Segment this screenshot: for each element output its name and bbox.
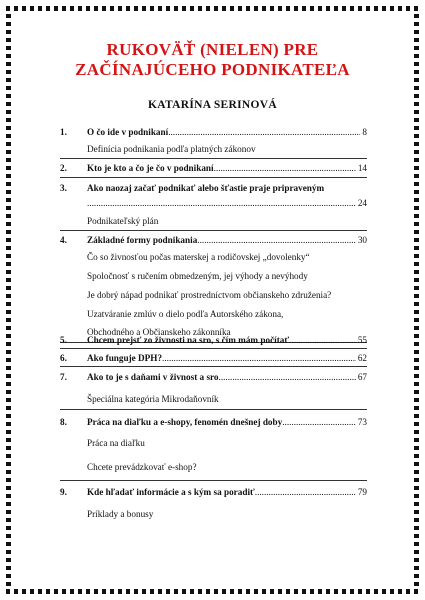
entry-page: 79 — [357, 487, 367, 497]
divider — [60, 177, 367, 178]
entry-page: 62 — [357, 353, 367, 363]
toc-entry-9-line — [87, 487, 367, 498]
entry-title: O čo ide v podnikaní — [87, 127, 169, 137]
entry-number: 1. — [60, 127, 67, 137]
toc-entry-5-line — [87, 335, 367, 346]
toc-entry-3-page-line — [87, 198, 367, 209]
entry-number: 8. — [60, 417, 67, 427]
divider — [60, 230, 367, 231]
toc-subentry: Definícia podnikania podľa platných zákonov — [87, 144, 256, 154]
entry-page: 30 — [357, 235, 367, 245]
entry-number: 4. — [60, 235, 67, 245]
author-name: KATARÍNA SERINOVÁ — [148, 99, 277, 111]
toc-entry-4-line — [87, 235, 367, 246]
divider — [60, 348, 367, 349]
entry-page: 73 — [357, 417, 367, 427]
toc-subentry: Čo so živnosťou počas materskej a rodičovskej „dovolenky“ — [87, 252, 310, 262]
entry-number: 2. — [60, 163, 67, 173]
entry-page: 67 — [357, 372, 367, 382]
toc-entry-1-line — [87, 127, 367, 138]
entry-title: Kto je kto a čo je čo v podnikaní — [87, 163, 214, 173]
entry-title: Práca na diaľku a e-shopy, fenomén dnešnej doby — [87, 417, 283, 427]
entry-number: 6. — [60, 353, 67, 363]
toc-subentry: Príklady a bonusy — [87, 509, 154, 519]
entry-number: 3. — [60, 183, 67, 193]
entry-title: Ako naozaj začať podnikať alebo šťastie praje pripraveným — [87, 183, 325, 193]
divider — [60, 409, 367, 410]
toc-subentry: Práca na diaľku — [87, 438, 145, 448]
entry-page: 55 — [357, 335, 367, 345]
toc-subentry: Podnikateľský plán — [87, 216, 159, 226]
entry-number: 7. — [60, 372, 67, 382]
entry-title: Ako funguje DPH? — [87, 353, 163, 363]
entry-page: 8 — [362, 127, 367, 137]
toc-subentry: Obchodného a Občianskeho zákonníka — [87, 327, 231, 337]
divider — [60, 366, 367, 367]
entry-title: Ako to je s daňami v živnost a sro — [87, 372, 219, 382]
toc-subentry: Spoločnosť s ručením obmedzeným, jej výhody a nevýhody — [87, 271, 308, 281]
toc-subentry: Špeciálna kategória Mikrodaňovník — [87, 394, 219, 404]
toc-entry-7-line — [87, 372, 367, 383]
entry-title: Kde hľadať informácie a s kým sa poradiť — [87, 487, 255, 497]
toc-entry-6-line — [87, 353, 367, 364]
entry-number: 9. — [60, 487, 67, 497]
toc-subentry: Chcete prevádzkovať e-shop? — [87, 462, 197, 472]
book-title-line-1: RUKOVÄŤ (NIELEN) PRE — [106, 40, 319, 59]
divider — [60, 480, 367, 481]
divider — [60, 158, 367, 159]
toc-entry-2-line — [87, 163, 367, 174]
toc-entry-8-line — [87, 417, 367, 428]
entry-page: 14 — [357, 163, 367, 173]
entry-page: 24 — [357, 198, 367, 208]
entry-title: Základné formy podnikania — [87, 235, 198, 245]
toc-subentry: Uzatváranie zmlúv o dielo podľa Autorského zákona, — [87, 309, 284, 319]
toc-subentry: Je dobrý nápad podnikať prostredníctvom občianskeho združenia? — [87, 290, 332, 300]
entry-number: 5. — [60, 335, 67, 345]
entry-title: Chcem prejsť zo živnosti na sro, s čím mám počítať — [87, 335, 290, 345]
book-title-line-2: ZAČÍNAJÚCEHO PODNIKATEĽA — [75, 60, 350, 79]
